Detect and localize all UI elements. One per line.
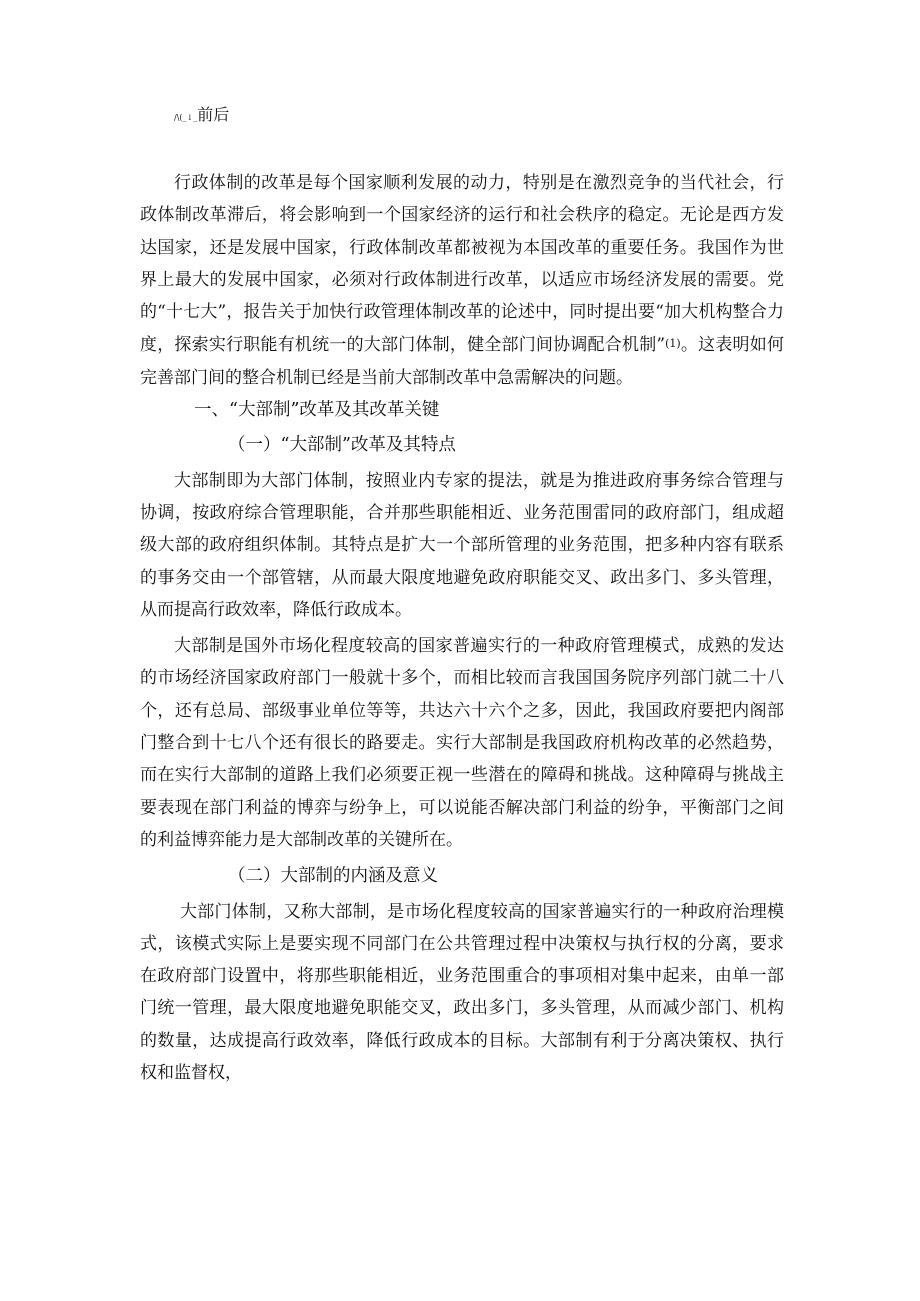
intro-text-tail: 。这表明如何完善部门间的整合机制已经是当前大部制改革中急需解决的问题。 — [140, 335, 784, 388]
header-garbled-prefix: /\(_↓_ — [174, 113, 198, 122]
header-title-fragment: 前后 — [197, 105, 230, 124]
body-paragraph: 大部制是国外市场化程度较高的国家普遍实行的一种政府管理模式，成熟的发达的市场经济国家政府部门一般就十多个，而相比较而言我国国务院序列部门就二十八个，还有总局、部级事业单位等等，共达六十六个之多，因此，我国政府要把内阁部门整合到十七八个还有很长的路要走。实行大部制是我国政府机构改革的必然趋势，而在实行大部制的道路上我们必须要正视一些潜在的障碍和挑战。这种障碍与挑战主要表现在部门利益的博弈与纷争上，可以说能否解决部门利益的纷争，平衡部门之间的利益博弈能力是大部制改革的关键所在。 — [140, 636, 784, 850]
document-body — [140, 167, 784, 1089]
section-heading: 一、“大部制”改革及其改革关键 — [194, 400, 440, 421]
subsection-heading: （二）大部制的内涵及意义 — [228, 866, 438, 887]
body-paragraph: 大部门体制，又称大部制，是市场化程度较高的国家普遍实行的一种政府治理模式，该模式实际上是要实现不同部门在公共管理过程中决策权与执行权的分离，要求在政府部门设置中，将那些职能相近，业务范围重合的事项相对集中起来，由单一部门统一管理，最大限度地避免职能交叉，政出多门，多头管理，从而减少部门、机构的数量，达成提高行政效率，降低行政成本的目标。大部制有利于分离决策权、执行权和监督权， — [140, 901, 784, 1084]
page-header — [174, 104, 229, 129]
intro-text: 行政体制的改革是每个国家顺利发展的动力，特别是在激烈竞争的当代社会，行政体制改革滞后，将会影响到一个国家经济的运行和社会秩序的稳定。无论是西方发达国家，还是发展中国家，行政体制改革都被视为本国改革的重要任务。我国作为世界上最大的发展中国家，必须对行政体制进行改革，以适应市场经济发展的需要。党的“十七大”，报告关于加快行政管理体制改革的论述中，同时提出要“加大机构整合力度，探索实行职能有机统一的大部门体制，健全部门间协调配合机制” — [140, 173, 784, 356]
citation-marker: (1) — [665, 337, 681, 351]
body-paragraph: 大部制即为大部门体制，按照业内专家的提法，就是为推进政府事务综合管理与协调，按政府综合管理职能，合并那些职能相近、业务范围雷同的政府部门，组成超级大部的政府组织体制。其特点是扩大一个部所管理的业务范围，把多种内容有联系的事务交由一个部管辖，从而最大限度地避免政府职能交叉、政出多门、多头管理，从而提高行政效率，降低行政成本。 — [140, 470, 784, 620]
intro-paragraph — [140, 167, 784, 394]
subsection-heading: （一）“大部制”改革及其特点 — [228, 435, 456, 456]
